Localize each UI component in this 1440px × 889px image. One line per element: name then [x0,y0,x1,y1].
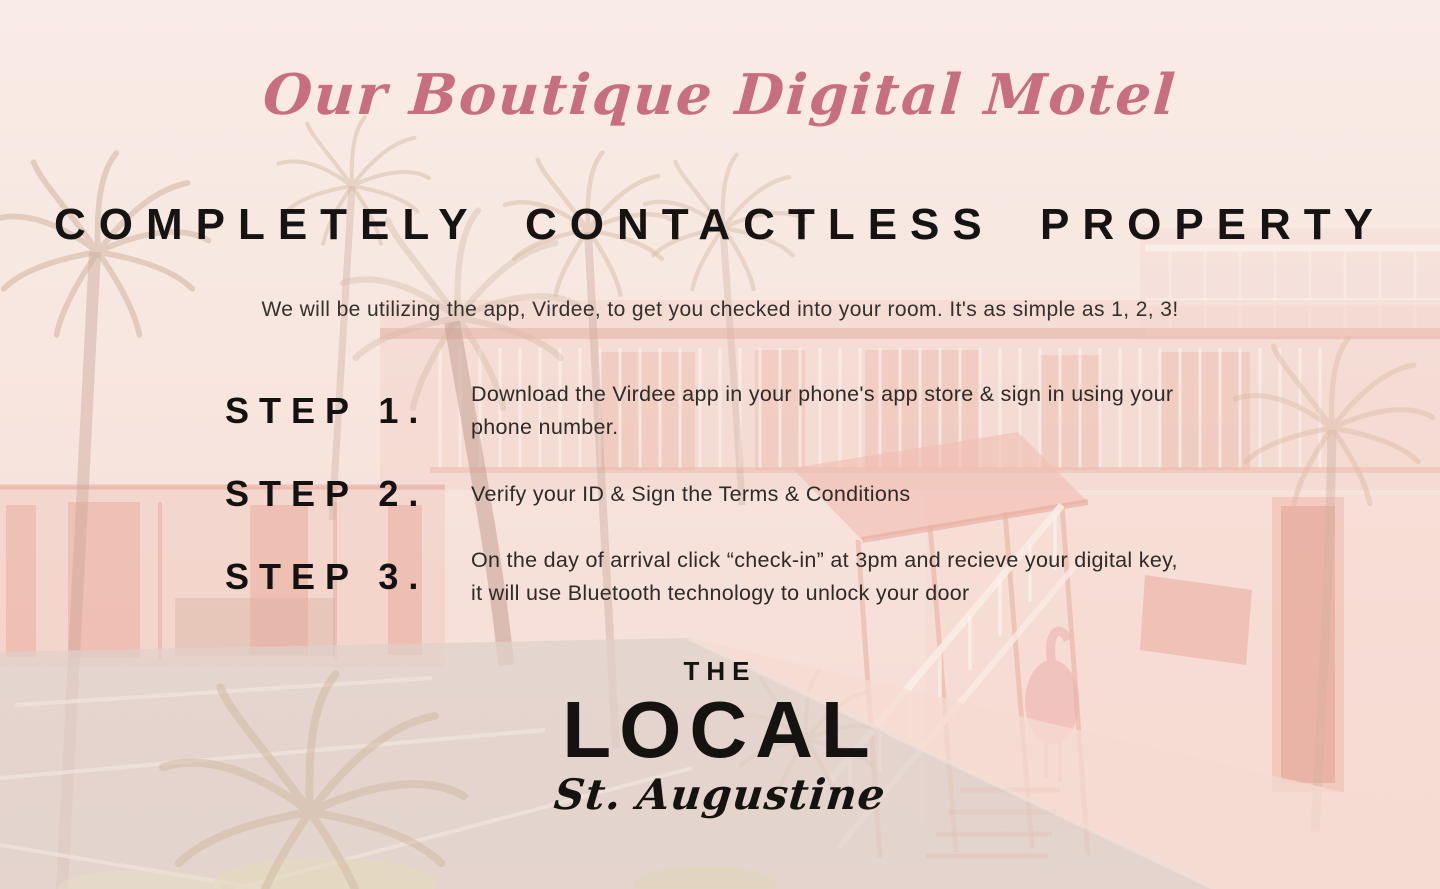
step-1-text: Download the Virdee app in your phone's app store & sign in using your phone number. [471,382,1174,439]
subtitle-text: We will be utilizing the app, Virdee, to get you checked into your room. It's as simple as 1, 2, 3! [261,298,1179,321]
main-heading: COMPLETELY CONTACTLESS PROPERTY [53,200,1387,249]
step-row-3 [225,544,1225,610]
logo-word-local: LOCAL [562,685,878,774]
step-row-1 [225,378,1225,444]
logo-city-script: St. Augustine [551,770,889,819]
step-2-text: Verify your ID & Sign the Terms & Conditions [471,481,911,506]
step-3-text: On the day of arrival click “check-in” at 3pm and recieve your digital key, it will use Bluetooth technology to unlock your door [471,548,1178,605]
step-row-2 [225,473,1225,515]
logo-word-the: THE [683,656,757,686]
script-tagline: Our Boutique Digital Motel [261,62,1179,128]
step-3-label: STEP 3. [225,556,429,597]
step-2-label: STEP 2. [225,473,429,514]
steps-list [225,378,1225,610]
step-1-label: STEP 1. [225,390,429,431]
